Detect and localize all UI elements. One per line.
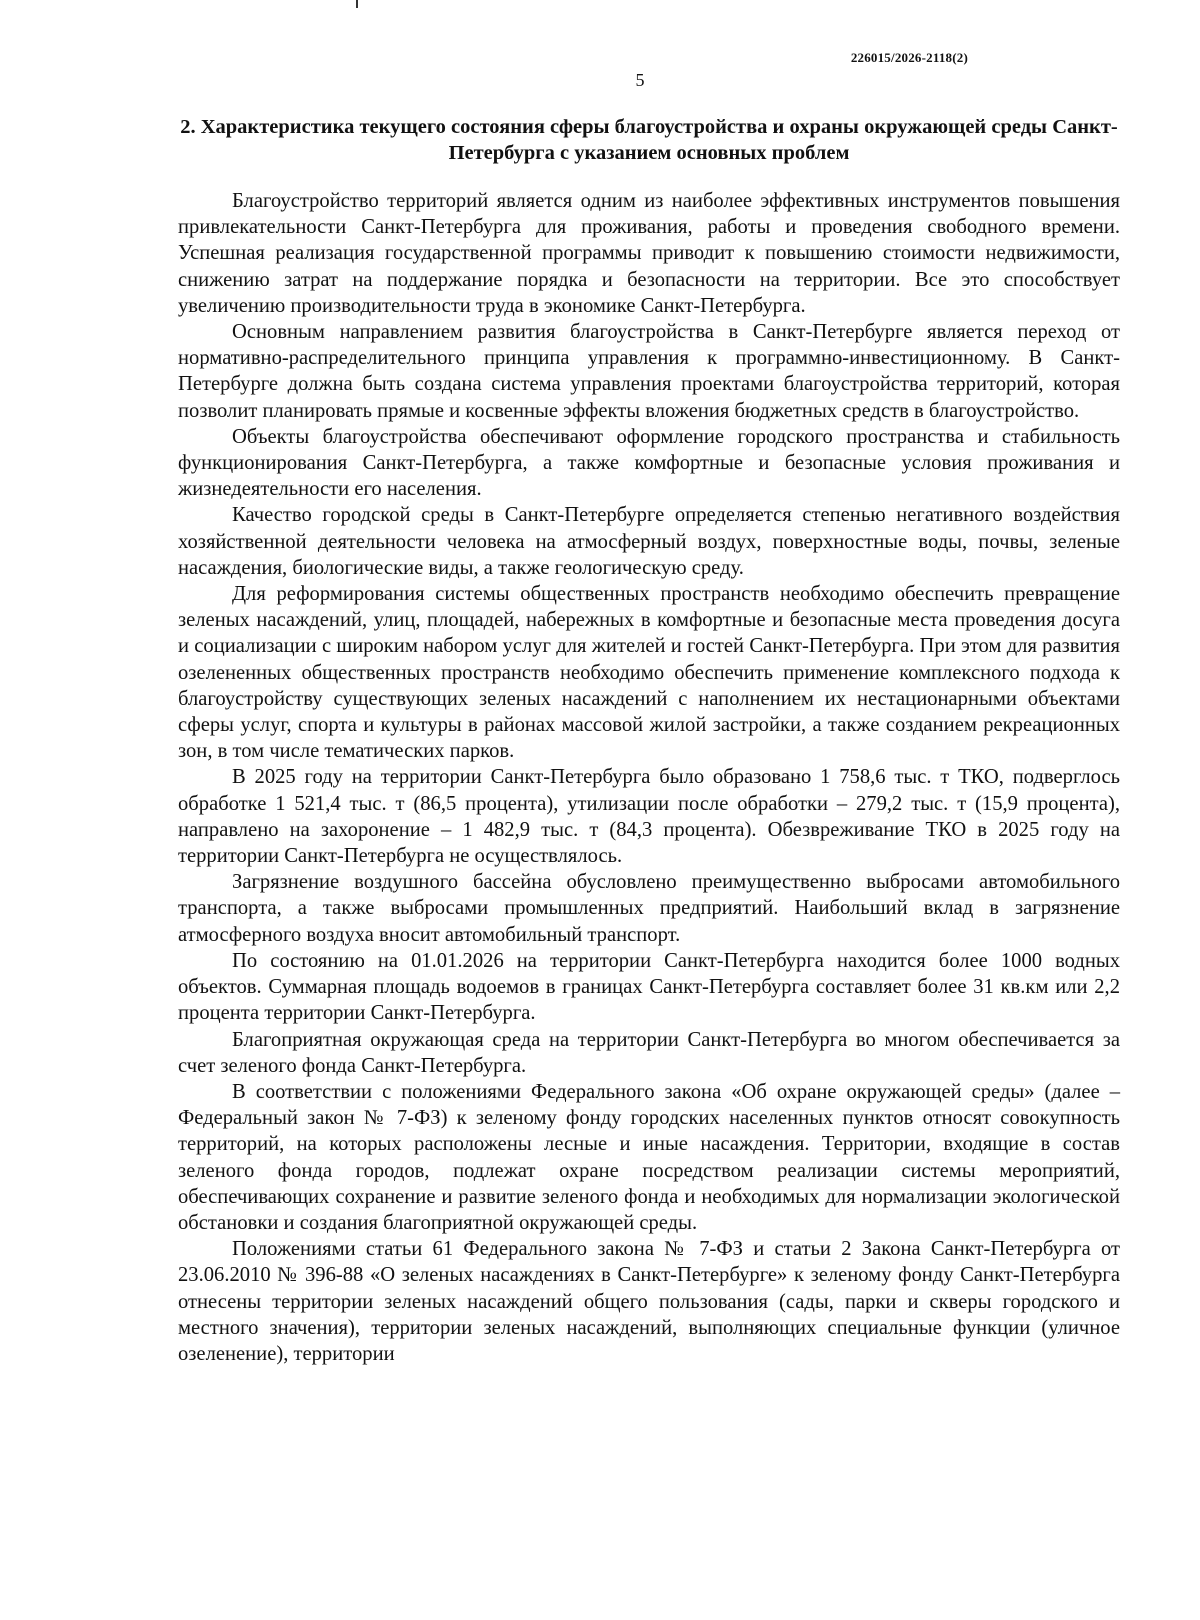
paragraph: Благоприятная окружающая среда на территории Санкт-Петербурга во многом обеспечивается за счет зеленого фонда Санкт-Петербурга. — [178, 1028, 1120, 1077]
paragraph: Объекты благоустройства обеспечивают оформление городского пространства и стабильность функционирования Санкт-Петербурга, а также комфортные и безопасные условия проживания и жизнедеятельности его населения. — [178, 425, 1120, 501]
paragraph: Основным направлением развития благоустройства в Санкт-Петербурге является переход от нормативно-распределительного принципа управления к программно-инвестиционному. В Санкт-Петербурге должна быть создана система управления проектами благоустройства территорий, которая позволит планировать прямые и косвенные эффекты вложения бюджетных средств в благоустройство. — [178, 321, 1120, 422]
paragraph: Благоустройство территорий является одним из наиболее эффективных инструментов повышения привлекательности Санкт-Петербурга для проживания, работы и проведения свободного времени. Успешная реализация государственной программы приводит к повышению стоимости недвижимости, снижению затрат на поддержание порядка и безопасности на территории. Все это способствует увеличению производительности труда в экономике Санкт-Петербурга. — [178, 190, 1120, 317]
paragraph: Качество городской среды в Санкт-Петербурге определяется степенью негативного воздействия хозяйственной деятельности человека на атмосферный воздух, поверхностные воды, почвы, зеленые насаждения, биологические виды, а также геологическую среду. — [178, 504, 1120, 579]
paragraph: Для реформирования системы общественных пространств необходимо обеспечить превращение зеленых насаждений, улиц, площадей, набережных в комфортные и безопасные места проведения досуга и социализации с широким набором услуг для жителей и гостей Санкт-Петербурга. При этом для развития озелененных общественных пространств необходимо обеспечить применение комплексного подхода к благоустройству существующих зеленых насаждений с наполнением их нестационарными объектами сферы услуг, спорта и культуры в районах массовой жилой застройки, а также созданием рекреационных зон, в том числе тематических парков. — [178, 583, 1120, 763]
paragraph: В соответствии с положениями Федерального закона «Об охране окружающей среды» (далее – Федеральный закон № 7-ФЗ) к зеленому фонду городских населенных пунктов относят совокупность территорий, на которых расположены лесные и иные насаждения. Территории, входящие в состав зеленого фонда городов, подлежат охране посредством реализации системы мероприятий, обеспечивающих сохранение и развитие зеленого фонда и необходимых для нормализации экологической обстановки и создания благоприятной окружающей среды. — [178, 1080, 1120, 1234]
paragraph: В 2025 году на территории Санкт-Петербурга было образовано 1 758,6 тыс. т ТКО, подверглось обработке 1 521,4 тыс. т (86,5 процента), утилизации после обработки – 279,2 тыс. т (15,9 процента), направлено на захоронение – 1 482,9 тыс. т (84,3 процента). Обезвреживание ТКО в 2025 году на территории Санкт-Петербурга не осуществлялось. — [178, 766, 1120, 868]
paragraph: По состоянию на 01.01.2026 на территории Санкт-Петербурга находится более 1000 водных объектов. Суммарная площадь водоемов в границах Санкт-Петербурга составляет более 31 кв.км или 2,2 процента территории Санкт-Петербурга. — [178, 949, 1120, 1025]
scan-artifact — [356, 0, 358, 8]
body-text — [178, 188, 1120, 1367]
page-number: 5 — [635, 70, 645, 90]
paragraph: Положениями статьи 61 Федерального закона № 7-ФЗ и статьи 2 Закона Санкт-Петербурга от 23.06.2010 № 396-88 «О зеленых насаждениях в Санкт-Петербурге» к зеленому фонду Санкт-Петербурга отнесены территории зеленых насаждений общего пользования (сады, парки и скверы городского и местного значения), территории зеленых насаждений, выполняющих специальные функции (уличное озеленение), территории — [178, 1238, 1120, 1365]
section-heading: 2. Характеристика текущего состояния сферы благоустройства и охраны окружающей среды Санкт-Петербурга с указанием основных проблем — [180, 116, 1118, 164]
paragraph: Загрязнение воздушного бассейна обусловлено преимущественно выбросами автомобильного транспорта, а также выбросами промышленных предприятий. Наибольший вклад в загрязнение атмосферного воздуха вносит автомобильный транспорт. — [178, 871, 1120, 946]
document-number: 226015/2026-2118(2) — [850, 50, 968, 65]
